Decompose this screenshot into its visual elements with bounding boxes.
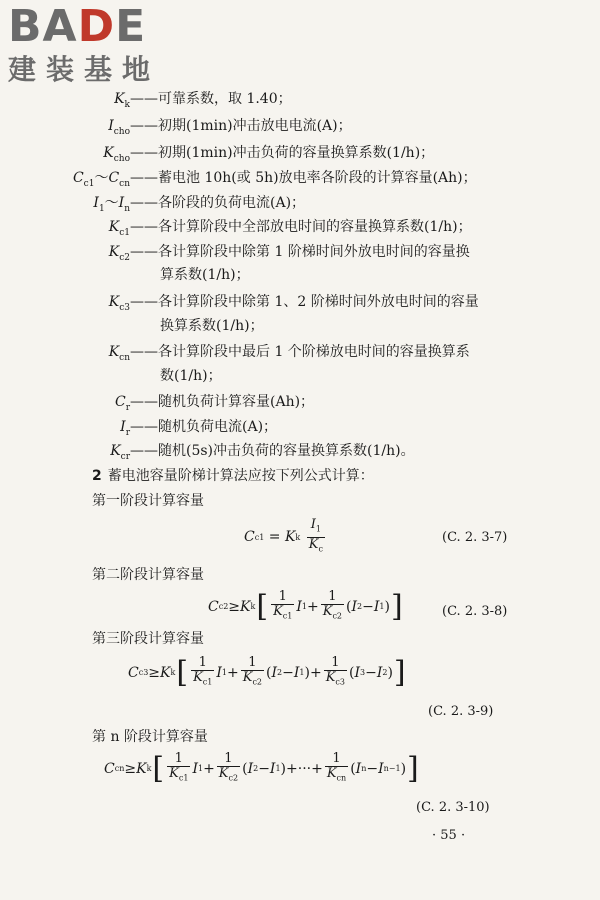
logo-chinese: 建装基地 bbox=[8, 53, 161, 86]
page-number: · 55 · bbox=[432, 828, 466, 843]
definition-kcho: $K_{cho}——$初期(1min)冲击负荷的容量换算系数(1/h)； bbox=[103, 145, 435, 164]
formula-c3: C c3 ≥ K k [ $\frac{1}{K_{c1}}$ I 1 + $\frac{1}{K_{c2}}$ ( I 2 − I 1 )+ $\frac{1}{K_{c3}}$ ( I 3 − I 2 ) ] bbox=[128, 654, 406, 690]
equation-number-c2: (C. 2. 3-8) bbox=[442, 604, 508, 619]
stage-3-label: 第三阶段计算容量 bbox=[92, 631, 204, 647]
stage-2-label: 第二阶段计算容量 bbox=[92, 567, 204, 583]
stage-n-label: 第 n 阶段计算容量 bbox=[92, 729, 208, 745]
equation-number-c3: (C. 2. 3-9) bbox=[428, 704, 494, 719]
definition-i: $I_1\sim I_n——$各阶段的负荷电流(A)； bbox=[93, 195, 306, 214]
definition-cr: $C_r——$随机负荷计算容量(Ah)； bbox=[114, 394, 315, 413]
definition-ir: $I_r——$随机负荷电流(A)； bbox=[120, 419, 278, 438]
definition-kcr: $K_{cr}——$随机(5s)冲击负荷的容量换算系数(1/h)。 bbox=[110, 443, 415, 462]
stage-1-label: 第一阶段计算容量 bbox=[92, 493, 204, 509]
bade-logo bbox=[8, 1, 178, 92]
section-heading: 2 蓄电池容量阶梯计算法应按下列公式计算： bbox=[92, 468, 374, 484]
definition-kcn-cont: 数(1/h)； bbox=[160, 368, 222, 384]
definition-kcn: $K_{cn}——$各计算阶段中最后 1 个阶梯放电时间的容量换算系 bbox=[108, 344, 470, 363]
equation-number-c1: (C. 2. 3-7) bbox=[442, 530, 508, 545]
formula-cn: C cn ≥ K k [ $\frac{1}{K_{c1}}$ I 1 + $\frac{1}{K_{c2}}$ ( I 2 − I 1 )+···+ $\frac{1}{K_{cn}}$ ( I n − I n−1 ) ] bbox=[104, 750, 419, 786]
definition-kc1: $K_{c1}——$各计算阶段中全部放电时间的容量换算系数(1/h)； bbox=[108, 219, 472, 238]
definition-kk: $K_k——$可靠系数，取 1.40； bbox=[114, 91, 292, 110]
formula-c1: C c1 = K k $\frac{I_1}{K_c}$ bbox=[244, 518, 327, 556]
definition-icho: $I_{cho}——$初期(1min)冲击放电电流(A)； bbox=[108, 118, 352, 137]
definition-kc3: $K_{c3}——$各计算阶段中除第 1、2 阶梯时间外放电时间的容量 bbox=[108, 294, 479, 313]
equation-number-cn: (C. 2. 3-10) bbox=[416, 800, 490, 815]
formula-c2: C c2 ≥ K k [ $\frac{1}{K_{c1}}$ I 1 + $\frac{1}{K_{c2}}$ ( I 2 − I 1 ) ] bbox=[208, 588, 403, 624]
definition-kc3-cont: 换算系数(1/h)； bbox=[160, 318, 264, 334]
definition-kc2-cont: 算系数(1/h)； bbox=[160, 267, 250, 283]
logo-brand: BADE bbox=[8, 1, 147, 52]
definition-kc2: $K_{c2}——$各计算阶段中除第 1 阶梯时间外放电时间的容量换 bbox=[108, 244, 470, 263]
definition-cc: $C_{c1}\sim C_{cn}——$蓄电池 10h(或 5h)放电率各阶段的计算容量(Ah)； bbox=[72, 170, 477, 189]
